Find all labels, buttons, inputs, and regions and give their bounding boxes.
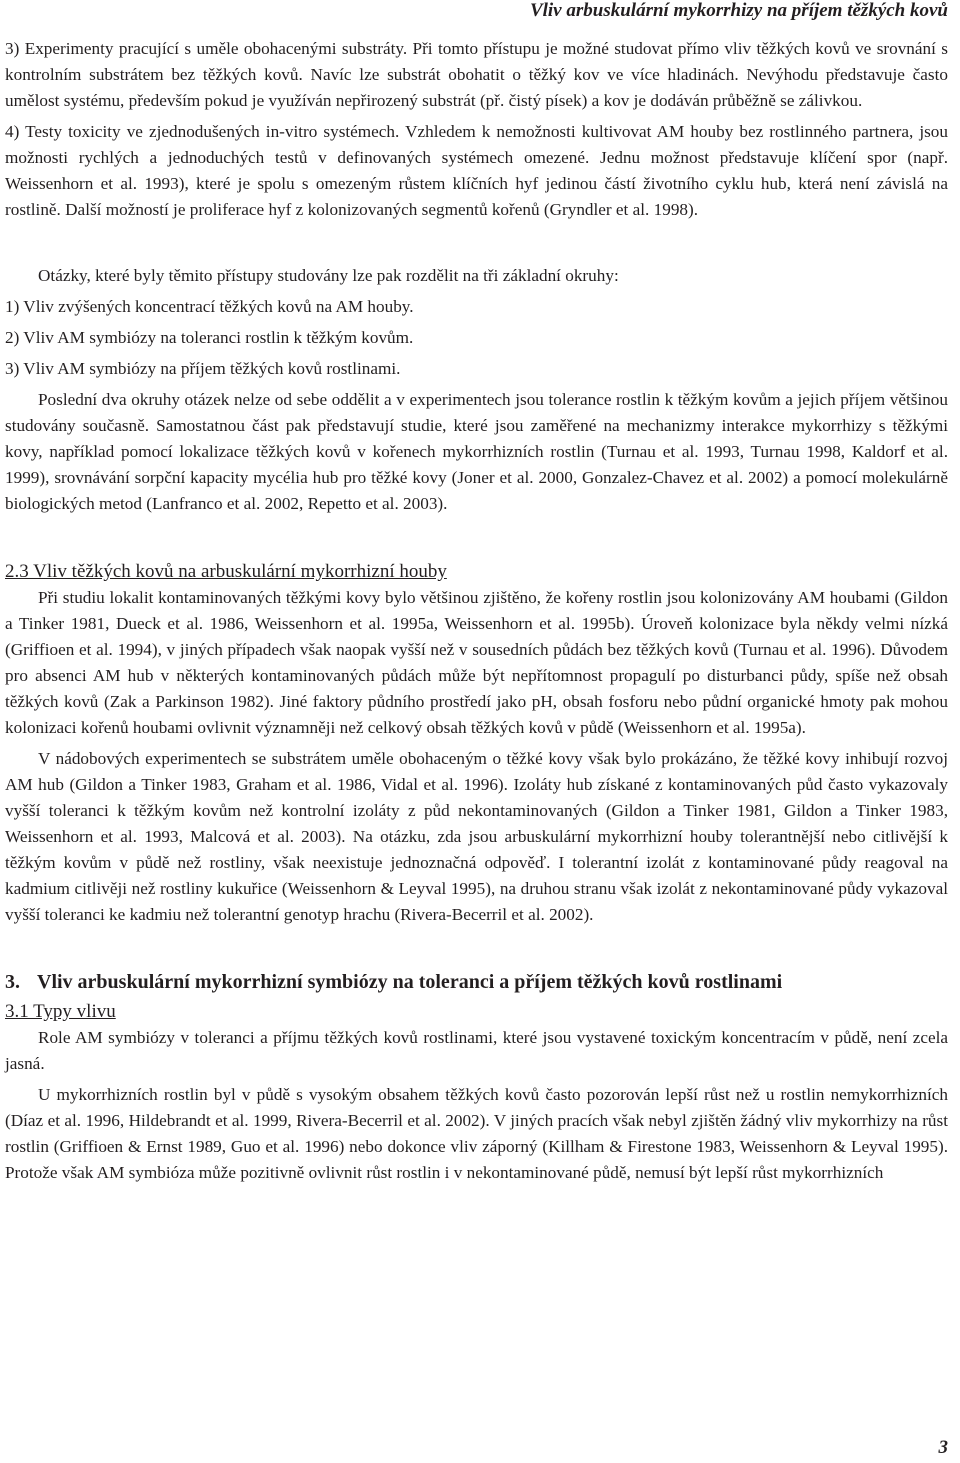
subsection-heading-3-1: 3.1 Typy vlivu (5, 1001, 116, 1022)
page-body (5, 36, 948, 1186)
section-title: Vliv arbuskulární mykorrhizní symbiózy na toleranci a příjem těžkých kovů rostlinami (37, 971, 783, 993)
page-number: 3 (938, 1437, 948, 1458)
list-item: 3) Experimenty pracující s uměle obohacenými substráty. Při tomto přístupu je možné studovat přímo vliv těžkých kovů ve srovnání s kontrolním substrátem bez těžkých kovů. Navíc lze substrát obohatit o těžký kov ve více hladinách. Nevýhodu představuje často umělost systému, především pokud je využíván nepřirozený substrát (př. čistý písek) a kov je dodáván průběžně se zálivkou. (5, 39, 948, 110)
paragraph: Role AM symbiózy v toleranci a příjmu těžkých kovů rostlinami, které jsou vystavené toxickým koncentracím v půdě, není zcela jasná. (5, 1028, 948, 1073)
question-item: 3) Vliv AM symbiózy na příjem těžkých kovů rostlinami. (5, 359, 401, 378)
section-heading-3 (5, 968, 948, 997)
section-number: 3. (5, 971, 20, 993)
question-item: 2) Vliv AM symbiózy na toleranci rostlin k těžkým kovům. (5, 328, 414, 347)
paragraph: Při studiu lokalit kontaminovaných těžkými kovy bylo většinou zjištěno, že kořeny rostlin jsou kolonizovány AM houbami (Gildon a Tinker 1981, Dueck et al. 1986, Weissenhorn et al. 1995a, Weissenhorn et al. 1995b). Úroveň kolonizace byla někdy velmi nízká (Griffioen et al. 1994), v jiných případech však naopak vyšší než v sousedních půdách bez těžkých kovů (Turnau et al. 1996). Důvodem pro absenci AM hub v některých kontaminovaných půdách může být nepřítomnost propagulí po disturbanci půdy, spíše než obsah těžkých kovů (Zak a Parkinson 1982). Jiné faktory půdního prostředí jako pH, obsah fosforu nebo půdní organické hmoty pak mohou kolonizaci kořenů houbami ovlivnit významněji než celkový obsah těžkých kovů v půdě (Weissenhorn et al. 1995a). (5, 588, 948, 737)
questions-intro: Otázky, které byly těmito přístupy studovány lze pak rozdělit na tři základní okruhy: (38, 266, 619, 285)
section-heading-2-3: 2.3 Vliv těžkých kovů na arbuskulární mykorrhizní houby (5, 561, 447, 582)
paragraph: Poslední dva okruhy otázek nelze od sebe oddělit a v experimentech jsou tolerance rostlin k těžkým kovům a jejich příjem většinou studovány současně. Samostatnou část pak představují studie, které jsou zaměřené na mechanizmy interakce mykorrhizy s těžkými kovy, například pomocí lokalizace těžkých kovů v kořenech mykorrhizních rostlin (Turnau et al. 1993, Turnau 1998, Kaldorf et al. 1999), srovnávání sorpční kapacity mycélia hub pro těžké kovy (Joner et al. 2000, Gonzalez-Chavez et al. 2002) a pomocí molekulárně biologických metod (Lanfranco et al. 2002, Repetto et al. 2003). (5, 390, 948, 513)
paragraph: U mykorrhizních rostlin byl v půdě s vysokým obsahem těžkých kovů často pozorován lepší růst než u rostlin nemykorrhizních (Díaz et al. 1996, Hildebrandt et al. 1999, Rivera-Becerril et al. 2002). V jiných pracích však nebyl zjištěn žádný vliv mykorrhizy na růst rostlin (Griffioen & Ernst 1989, Guo et al. 1996) nebo dokonce vliv záporný (Killham & Firestone 1983, Weissenhorn & Leyval 1995). Protože však AM symbióza může pozitivně ovlivnit růst rostlin i v nekontaminované půdě, nemusí být lepší růst mykorrhizních (5, 1085, 948, 1182)
list-item: 4) Testy toxicity ve zjednodušených in-vitro systémech. Vzhledem k nemožnosti kultivovat AM houby bez rostlinného partnera, jsou možnosti rychlých a jednoduchých testů v definovaných systémech omezené. Jednu možnost představuje klíčení spor (např. Weissenhorn et al. 1993), které je spolu s omezeným růstem klíčních hyf jedinou částí životního cyklu hub, která není závislá na rostlině. Další možností je proliferace hyf z kolonizovaných segmentů kořenů (Gryndler et al. 1998). (5, 122, 948, 219)
question-item: 1) Vliv zvýšených koncentrací těžkých kovů na AM houby. (5, 297, 414, 316)
running-header: Vliv arbuskulární mykorrhizy na příjem těžkých kovů (529, 0, 948, 21)
paragraph: V nádobových experimentech se substrátem uměle obohaceným o těžké kovy však bylo prokázáno, že těžké kovy inhibují rozvoj AM hub (Gildon a Tinker 1983, Graham et al. 1986, Vidal et al. 1996). Izoláty hub získané z kontaminovaných půd často vykazovaly vyšší toleranci k těžkým kovům než kontrolní izoláty z půd nekontaminovaných (Gildon a Tinker 1981, Gildon a Tinker 1983, Weissenhorn et al. 1993, Malcová et al. 2003). Na otázku, zda jsou arbuskulární mykorrhizní houby tolerantnější nebo citlivější k těžkým kovům v půdě než rostliny, však neexistuje jednoznačná odpověď. I tolerantní izolát z kontaminované půdy reagoval na kadmium citlivěji než rostliny kukuřice (Weissenhorn & Leyval 1995), na druhou stranu však izolát z nekontaminované půdy vykazoval vyšší toleranci ke kadmiu než tolerantní genotyp hrachu (Rivera-Becerril et al. 2002). (5, 749, 948, 924)
